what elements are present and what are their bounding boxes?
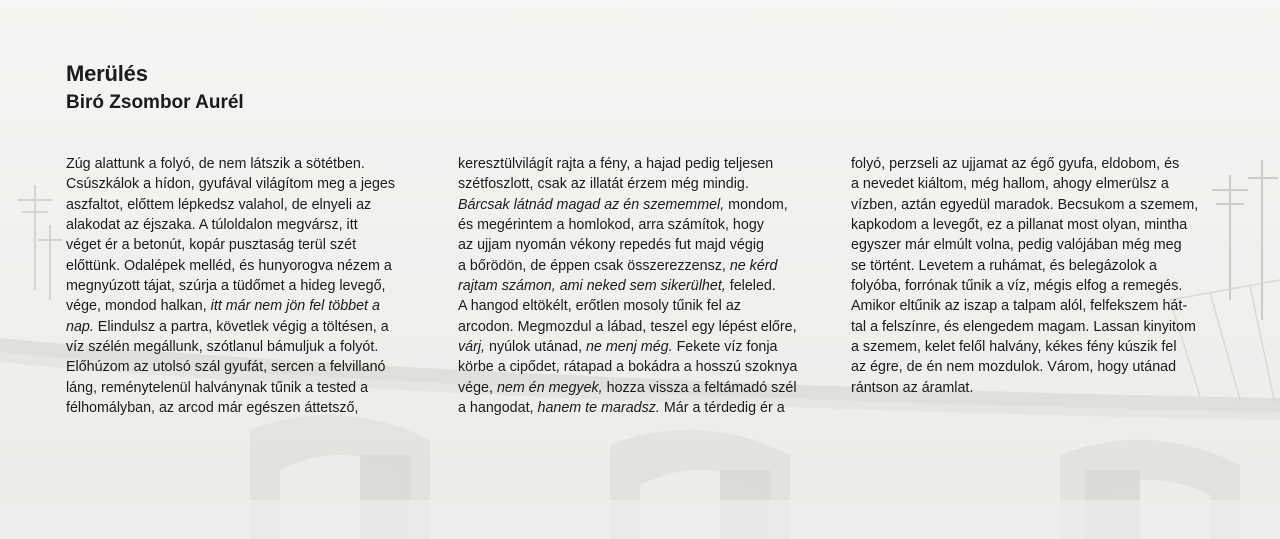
poem-author: Biró Zsombor Aurél: [66, 92, 244, 113]
text-segment: Fekete víz fonja: [672, 339, 778, 356]
text-segment: a szemem, kelet felől halvány, kékes fény kúszik fel: [851, 339, 1177, 356]
text-line: [66, 378, 438, 398]
text-line: [851, 235, 1223, 255]
text-segment: mondom,: [724, 196, 788, 213]
italic-segment: itt már nem jön fel többet a: [210, 298, 380, 315]
text-segment: láng, reménytelenül halványnak tűnik a tested a: [66, 379, 369, 396]
text-line: [66, 174, 438, 194]
text-line: [851, 296, 1223, 316]
italic-segment: Bárcsak látnád magad az én szememmel,: [458, 196, 725, 213]
text-line: [66, 296, 438, 316]
text-segment: rántson az áramlat.: [851, 379, 974, 396]
text-column-3: [851, 154, 1223, 398]
text-segment: félhomályban, az arcod már egészen áttetsző,: [66, 400, 359, 417]
text-segment: körbe a cipődet, rátapad a bokádra a hosszú szoknya: [458, 359, 798, 376]
text-segment: kapkodom a levegőt, ez a pillanat most olyan, mintha: [851, 217, 1188, 234]
text-segment: Zúg alattunk a folyó, de nem látszik a sötétben.: [66, 156, 365, 172]
text-line: [66, 337, 438, 357]
text-segment: az ujjam nyomán vékony repedés fut majd végig: [458, 237, 764, 254]
text-line: [66, 317, 438, 337]
text-segment: feleled.: [725, 278, 776, 295]
text-line: [458, 256, 830, 276]
text-segment: hozza vissza a feltámadó szél: [602, 379, 797, 396]
text-line: [851, 174, 1223, 194]
text-line: [458, 317, 830, 337]
text-line: [851, 154, 1223, 174]
text-line: [458, 154, 830, 174]
text-line: [458, 398, 830, 418]
text-segment: előttünk. Odalépek melléd, és hunyorogva nézem a: [66, 257, 392, 274]
text-line: [66, 154, 438, 174]
text-segment: folyó, perzseli az ujjamat az égő gyufa, eldobom, és: [851, 156, 1180, 172]
text-segment: aszfaltot, előttem lépkedsz valahol, de elnyeli az: [66, 196, 372, 213]
text-column-2: [458, 154, 830, 418]
italic-segment: nap.: [66, 318, 94, 335]
text-line: [458, 235, 830, 255]
text-line: [66, 195, 438, 215]
text-line: [851, 337, 1223, 357]
text-segment: a bőrödön, de éppen csak összerezzensz,: [458, 257, 730, 274]
italic-segment: várj,: [458, 339, 486, 356]
text-line: [458, 195, 830, 215]
text-segment: Már a térdedig ér a: [659, 400, 785, 417]
text-line: [458, 296, 830, 316]
text-column-1: [66, 154, 438, 418]
poem-title: Merülés: [66, 61, 148, 86]
text-line: [66, 256, 438, 276]
text-segment: se történt. Levetem a ruhámat, és belegázolok a: [851, 257, 1157, 274]
italic-segment: ne menj még.: [585, 339, 673, 356]
text-segment: víz szélén megállunk, szótlanul bámuljuk a folyót.: [66, 339, 379, 356]
text-segment: keresztülvilágít rajta a fény, a hajad pedig teljesen: [458, 156, 774, 172]
text-line: [66, 398, 438, 418]
text-segment: vízben, aztán egyedül maradok. Becsukom a szemem,: [851, 196, 1199, 213]
text-segment: egyszer már elmúlt volna, pedig valójában még meg: [851, 237, 1182, 254]
text-line: [458, 174, 830, 194]
text-line: [458, 276, 830, 296]
text-segment: Csúszkálok a hídon, gyufával világítom meg a jeges: [66, 176, 396, 193]
text-segment: Előhúzom az utolsó szál gyufát, sercen a felvillanó: [66, 359, 386, 376]
text-segment: véget ér a betonút, kopár pusztaság terül szét: [66, 237, 357, 254]
text-line: [66, 357, 438, 377]
italic-segment: rajtam számon, ami neked sem sikerülhet,: [458, 278, 726, 295]
text-segment: és megérintem a homlokod, arra számítok, hogy: [458, 217, 764, 234]
text-line: [851, 357, 1223, 377]
text-segment: tal a felszínre, és elengedem magam. Lassan kinyitom: [851, 318, 1196, 335]
text-segment: Amikor eltűnik az iszap a talpam alól, felfekszem hát-: [851, 298, 1188, 315]
text-segment: megnyúzott tájat, szúrja a tüdőmet a hideg levegő,: [66, 278, 386, 295]
text-line: [851, 256, 1223, 276]
text-segment: Elindulsz a partra, követlek végig a töltésen, a: [93, 318, 389, 335]
italic-segment: ne kérd: [729, 257, 778, 274]
text-segment: szétfoszlott, csak az illatát érzem még mindig.: [458, 176, 749, 193]
italic-segment: nem én megyek,: [496, 379, 603, 396]
text-line: [458, 357, 830, 377]
text-segment: nyúlok utánad,: [485, 339, 586, 356]
text-segment: A hangod eltökélt, erőtlen mosoly tűnik fel az: [458, 298, 741, 315]
text-line: [458, 215, 830, 235]
text-segment: az égre, de én nem mozdulok. Várom, hogy utánad: [851, 359, 1177, 376]
text-line: [458, 378, 830, 398]
text-segment: arcodon. Megmozdul a lábad, teszel egy lépést előre,: [458, 318, 797, 335]
text-segment: alakodat az éjszaka. A túloldalon megvársz, itt: [66, 217, 358, 234]
text-line: [66, 235, 438, 255]
italic-segment: hanem te maradsz.: [537, 400, 660, 417]
text-line: [458, 337, 830, 357]
text-line: [851, 215, 1223, 235]
text-segment: folyóba, forrónak tűnik a víz, mégis elfog a remegés.: [851, 278, 1183, 295]
text-segment: vége, mondod halkan,: [66, 298, 211, 315]
text-line: [851, 378, 1223, 398]
text-line: [66, 276, 438, 296]
text-segment: a nevedet kiáltom, még hallom, ahogy elmerülsz a: [851, 176, 1169, 193]
text-segment: a hangodat,: [458, 400, 538, 417]
text-line: [851, 276, 1223, 296]
text-line: [851, 195, 1223, 215]
text-line: [66, 215, 438, 235]
text-line: [851, 317, 1223, 337]
text-segment: vége,: [458, 379, 497, 396]
